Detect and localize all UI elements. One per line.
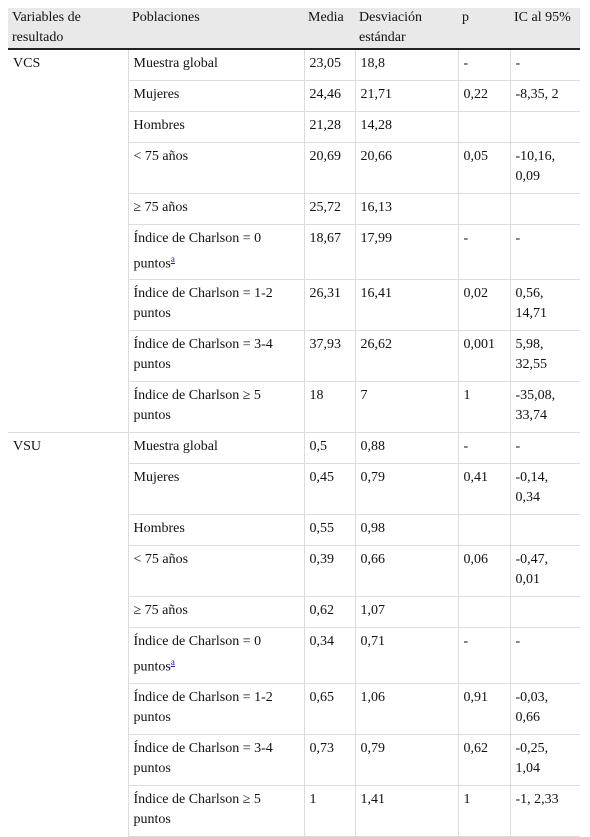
header-variables: Variables de resultado [8, 8, 128, 49]
ic-cell [510, 193, 580, 224]
p-cell [458, 382, 510, 433]
desviacion-cell [355, 142, 458, 193]
ic-cell-text: - [515, 439, 521, 455]
desviacion-cell-text: 17,99 [360, 230, 392, 246]
media-cell [304, 280, 355, 331]
media-cell [304, 142, 355, 193]
media-cell [304, 546, 355, 597]
ic-cell-text: -0,14, 0,34 [515, 470, 549, 506]
desviacion-cell [355, 628, 458, 684]
p-cell [458, 683, 510, 734]
header-row [8, 8, 580, 49]
desviacion-cell [355, 80, 458, 111]
p-cell [458, 280, 510, 331]
p-cell [458, 785, 510, 836]
media-cell-text: 0,73 [309, 740, 334, 756]
poblacion-cell-text: Muestra global [133, 56, 218, 71]
poblacion-cell-text: Índice de Charlson ≥ 5 puntos [133, 388, 261, 424]
footnote-link[interactable]: a [170, 657, 175, 668]
poblacion-cell-text: Mujeres [133, 86, 180, 102]
desviacion-cell [355, 546, 458, 597]
desviacion-cell [355, 683, 458, 734]
ic-cell [510, 142, 580, 193]
ic-cell-text: - [515, 230, 521, 246]
poblacion-cell-text: Índice de Charlson = 0 puntos [133, 634, 262, 675]
ic-cell [510, 433, 580, 464]
desviacion-cell [355, 515, 458, 546]
header-ic: IC al 95% [510, 8, 580, 49]
ic-cell [510, 546, 580, 597]
ic-cell-text: 0,56, 14,71 [515, 286, 547, 322]
media-cell-text: 23,05 [309, 56, 341, 71]
media-cell [304, 331, 355, 382]
poblacion-cell [128, 546, 304, 597]
header-poblaciones: Poblaciones [128, 8, 304, 49]
poblacion-cell-text: Índice de Charlson ≥ 5 puntos [133, 791, 261, 827]
ic-cell-text: -10,16, 0,09 [515, 148, 556, 184]
media-cell [304, 628, 355, 684]
media-cell [304, 382, 355, 433]
header-desviacion: Desviación estándar [355, 8, 458, 49]
header-media: Media [304, 8, 355, 49]
group-label: VCS [8, 49, 128, 433]
ic-cell [510, 628, 580, 684]
ic-cell-text: -8,35, 2 [515, 86, 559, 102]
p-cell [458, 628, 510, 684]
media-cell-text: 0,62 [309, 603, 334, 619]
poblacion-cell [128, 80, 304, 111]
media-cell-text: 0,65 [309, 689, 334, 705]
media-cell [304, 49, 355, 80]
media-cell-text: 21,28 [309, 117, 341, 133]
ic-cell [510, 80, 580, 111]
poblacion-cell [128, 331, 304, 382]
p-cell-text: 0,22 [463, 86, 488, 102]
p-cell [458, 597, 510, 628]
desviacion-cell [355, 785, 458, 836]
ic-cell [510, 280, 580, 331]
desviacion-cell [355, 111, 458, 142]
ic-cell-text: 5,98, 32,55 [515, 337, 547, 373]
media-cell [304, 111, 355, 142]
p-cell [458, 193, 510, 224]
poblacion-cell [128, 280, 304, 331]
desviacion-cell-text: 0,71 [360, 634, 385, 650]
media-cell-text: 20,69 [309, 148, 341, 164]
p-cell [458, 49, 510, 80]
poblacion-cell [128, 734, 304, 785]
desviacion-cell [355, 597, 458, 628]
poblacion-cell [128, 193, 304, 224]
poblacion-cell-text: Índice de Charlson = 1-2 puntos [133, 286, 273, 322]
poblacion-cell-text: ≥ 75 años [133, 199, 188, 215]
desviacion-cell [355, 433, 458, 464]
desviacion-cell-text: 1,07 [360, 603, 385, 619]
p-cell [458, 111, 510, 142]
p-cell-text: 0,001 [463, 337, 495, 353]
poblacion-cell-text: ≥ 75 años [133, 603, 188, 619]
media-cell-text: 0,39 [309, 552, 334, 568]
p-cell [458, 515, 510, 546]
desviacion-cell-text: 0,79 [360, 740, 385, 756]
desviacion-cell [355, 734, 458, 785]
desviacion-cell-text: 1,41 [360, 791, 385, 807]
ic-cell [510, 683, 580, 734]
p-cell-text: - [463, 56, 469, 71]
header-p: p [458, 8, 510, 49]
ic-cell [510, 111, 580, 142]
ic-cell-text: - [515, 56, 521, 71]
media-cell [304, 80, 355, 111]
media-cell [304, 785, 355, 836]
footnote-link[interactable]: a [170, 253, 175, 264]
poblacion-cell-text: < 75 años [133, 148, 189, 164]
desviacion-cell-text: 20,66 [360, 148, 392, 164]
media-cell [304, 597, 355, 628]
p-cell [458, 224, 510, 280]
desviacion-cell-text: 26,62 [360, 337, 392, 353]
desviacion-cell-text: 1,06 [360, 689, 385, 705]
poblacion-cell [128, 433, 304, 464]
desviacion-cell [355, 193, 458, 224]
media-cell-text: 18 [309, 388, 324, 404]
poblacion-cell [128, 111, 304, 142]
p-cell [458, 546, 510, 597]
table-row [8, 49, 580, 80]
poblacion-cell [128, 515, 304, 546]
media-cell [304, 464, 355, 515]
ic-cell [510, 224, 580, 280]
desviacion-cell-text: 18,8 [360, 56, 385, 71]
poblacion-cell-text: < 75 años [133, 552, 189, 568]
ic-cell-text: -1, 2,33 [515, 791, 559, 807]
ic-cell [510, 515, 580, 546]
ic-cell [510, 734, 580, 785]
poblacion-cell [128, 683, 304, 734]
media-cell-text: 1 [309, 791, 317, 807]
media-cell [304, 193, 355, 224]
media-cell-text: 37,93 [309, 337, 341, 353]
poblacion-cell [128, 785, 304, 836]
media-cell [304, 515, 355, 546]
table-row [8, 433, 580, 464]
poblacion-cell-text: Índice de Charlson = 3-4 puntos [133, 740, 273, 776]
desviacion-cell-text: 14,28 [360, 117, 392, 133]
p-cell [458, 464, 510, 515]
poblacion-cell-text: Hombres [133, 117, 185, 133]
p-cell [458, 142, 510, 193]
desviacion-cell-text: 0,79 [360, 470, 385, 486]
poblacion-cell [128, 142, 304, 193]
desviacion-cell-text: 0,66 [360, 552, 385, 568]
poblacion-cell [128, 382, 304, 433]
desviacion-cell-text: 16,41 [360, 286, 392, 302]
ic-cell-text: -35,08, 33,74 [515, 388, 556, 424]
p-cell-text: - [463, 634, 469, 650]
media-cell-text: 0,45 [309, 470, 334, 486]
media-cell-text: 0,34 [309, 634, 334, 650]
media-cell-text: 18,67 [309, 230, 341, 246]
media-cell-text: 0,55 [309, 521, 334, 537]
media-cell-text: 24,46 [309, 86, 341, 102]
ic-cell-text: -0,47, 0,01 [515, 552, 549, 588]
table-body [8, 49, 580, 836]
p-cell [458, 331, 510, 382]
poblacion-cell-text: Índice de Charlson = 1-2 puntos [133, 689, 273, 725]
desviacion-cell-text: 21,71 [360, 86, 392, 102]
ic-cell [510, 382, 580, 433]
poblacion-cell [128, 224, 304, 280]
poblacion-cell [128, 628, 304, 684]
desviacion-cell-text: 0,88 [360, 439, 385, 455]
p-cell-text: - [463, 230, 469, 246]
poblacion-cell [128, 464, 304, 515]
desviacion-cell [355, 331, 458, 382]
desviacion-cell [355, 382, 458, 433]
poblacion-cell-text: Índice de Charlson = 0 puntos [133, 230, 262, 272]
media-cell-text: 0,5 [309, 439, 327, 455]
ic-cell [510, 785, 580, 836]
p-cell-text: 1 [463, 388, 471, 404]
p-cell-text: 0,05 [463, 148, 488, 164]
p-cell-text: 0,06 [463, 552, 488, 568]
media-cell [304, 734, 355, 785]
p-cell-text: - [463, 439, 469, 455]
p-cell-text: 0,02 [463, 286, 488, 302]
p-cell [458, 80, 510, 111]
desviacion-cell [355, 224, 458, 280]
media-cell [304, 433, 355, 464]
poblacion-cell [128, 49, 304, 80]
media-cell-text: 26,31 [309, 286, 341, 302]
media-cell [304, 683, 355, 734]
p-cell [458, 734, 510, 785]
p-cell-text: 0,62 [463, 740, 488, 756]
ic-cell-text: -0,25, 1,04 [515, 740, 549, 776]
poblacion-cell-text: Índice de Charlson = 3-4 puntos [133, 337, 273, 373]
desviacion-cell [355, 49, 458, 80]
ic-cell-text: -0,03, 0,66 [515, 689, 549, 725]
p-cell-text: 1 [463, 791, 471, 807]
group-label: VSU [8, 433, 128, 837]
poblacion-cell-text: Mujeres [133, 470, 180, 486]
poblacion-cell-text: Muestra global [133, 439, 218, 455]
desviacion-cell-text: 16,13 [360, 199, 392, 215]
p-cell-text: 0,91 [463, 689, 488, 705]
p-cell [458, 433, 510, 464]
media-cell [304, 224, 355, 280]
desviacion-cell-text: 0,98 [360, 521, 385, 537]
desviacion-cell [355, 280, 458, 331]
ic-cell [510, 597, 580, 628]
media-cell-text: 25,72 [309, 199, 341, 215]
poblacion-cell [128, 597, 304, 628]
desviacion-cell-text: 7 [360, 388, 368, 404]
poblacion-cell-text: Hombres [133, 521, 185, 537]
ic-cell [510, 49, 580, 80]
desviacion-cell [355, 464, 458, 515]
results-table [8, 8, 580, 837]
p-cell-text: 0,41 [463, 470, 488, 486]
ic-cell [510, 464, 580, 515]
ic-cell-text: - [515, 634, 521, 650]
ic-cell [510, 331, 580, 382]
